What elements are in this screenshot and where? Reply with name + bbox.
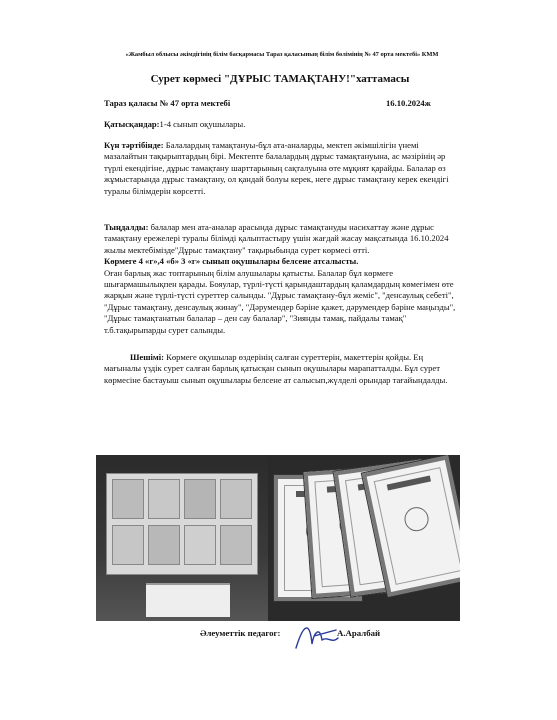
photo-collage	[96, 455, 460, 621]
agenda-text: Балалардың тамақтануы-бұл ата-аналарды, мектеп әкімшілігін үнемі мазалайтын тақырыптардың бірі. Мектепте балалардың дұрыс тамақтануына, ас мәзірінің әр түрлі екендігіне, дұрыс тамақтану шарттарының сақталуына өте мұқият қарайды. Балалар өз жұмыстарында дұрыс тамақтану, ол қандай болуы керек, неге дұрыс тамақтану керек екендігі туралы білімдерін көрсетті.	[104, 140, 449, 196]
listened-label: Тыңдалды:	[104, 222, 149, 232]
participants-value: 1-4 сынып оқушылары.	[159, 119, 246, 129]
document-title: Сурет көрмесі "ДҰРЫС ТАМАҚТАНУ!"хаттамасы	[150, 73, 410, 85]
agenda-paragraph	[104, 140, 458, 197]
drawing-thumbnail	[220, 525, 252, 565]
certificates-photo	[268, 455, 460, 621]
participants-label: Қатысқандар:	[104, 119, 160, 129]
listened-text: балалар мен ата-аналар арасында дұрыс тамақтануды насихаттау және дұрыс тамақтану ережелері туралы білімді қалыптастыру үшін жағдай жасау мақсатында 16.10.2024 жылы мектебімізде"Дұрыс тамақтану" тақырыбында сурет көрмесі өтті.	[104, 222, 449, 255]
drawing-thumbnail	[148, 479, 180, 519]
decision-paragraph	[104, 352, 458, 386]
participants-line	[104, 119, 245, 129]
signatory-name: А.Аралбай	[337, 628, 381, 638]
drawing-thumbnail	[112, 479, 144, 519]
signature-label: Әлеуметтік педагог:	[200, 628, 281, 638]
listened-paragraph	[104, 222, 458, 336]
exhibition-photo	[96, 455, 268, 621]
org-header: «Жамбыл облысы әкімдігінің білім басқармасы Тараз қаласының білім бөлімінің № 47 орта мектебі» КММ	[125, 51, 439, 58]
agenda-label: Күн тәртібінде:	[104, 140, 164, 150]
drawing-thumbnail	[112, 525, 144, 565]
drawing-thumbnail	[184, 479, 216, 519]
drawing-thumbnail	[184, 525, 216, 565]
exhibit-text: Оған барлық жас топтарының білім алушылары қатысты. Балалар бұл көрмеге шығармашылықпен қарады. Бояулар, түрлі-түсті қарындаштардың қаламдардың көмегімен өте жарқын және түрлі-түсті суреттер салынды. "Дұрыс тамақтану-бұл жемic", "денсаулық себеті", "Дұрыс тамақтану, денсаулық жинау", "Дәрумендер бәріне қажет, дәрумендер бәріне маңызды", "Дұрыс тамақтанатын балалар – ден сау балалар", "Зиянды тамақ, пайдалы тамақ" т.б.тақырыпарды сурет салынды.	[104, 267, 456, 335]
document-date: 16.10.2024ж	[386, 98, 431, 108]
decision-label: Шешімі:	[130, 352, 164, 362]
school-name: Тараз қаласы № 47 орта мектебі	[104, 98, 231, 108]
drawing-thumbnail	[220, 479, 252, 519]
display-table	[146, 583, 230, 617]
exhibit-bold-line: Көрмеге 4 «г»,4 «б» 3 «г» сынып оқушылары белсене атсалысты.	[104, 256, 359, 267]
drawing-thumbnail	[148, 525, 180, 565]
handwritten-signature	[292, 618, 342, 654]
decision-text: Көрмеге оқушылар өздерінің салған суреттерін, макеттерін қойды. Ең мағыналы үздік сурет салған барлық қатысқан сынып оқушылары марапатталды. Бұл сурет көрмесіне бастауыш сынып оқушылары белсене ат салысып,жүлделі орындар тағайындалды.	[104, 352, 448, 385]
